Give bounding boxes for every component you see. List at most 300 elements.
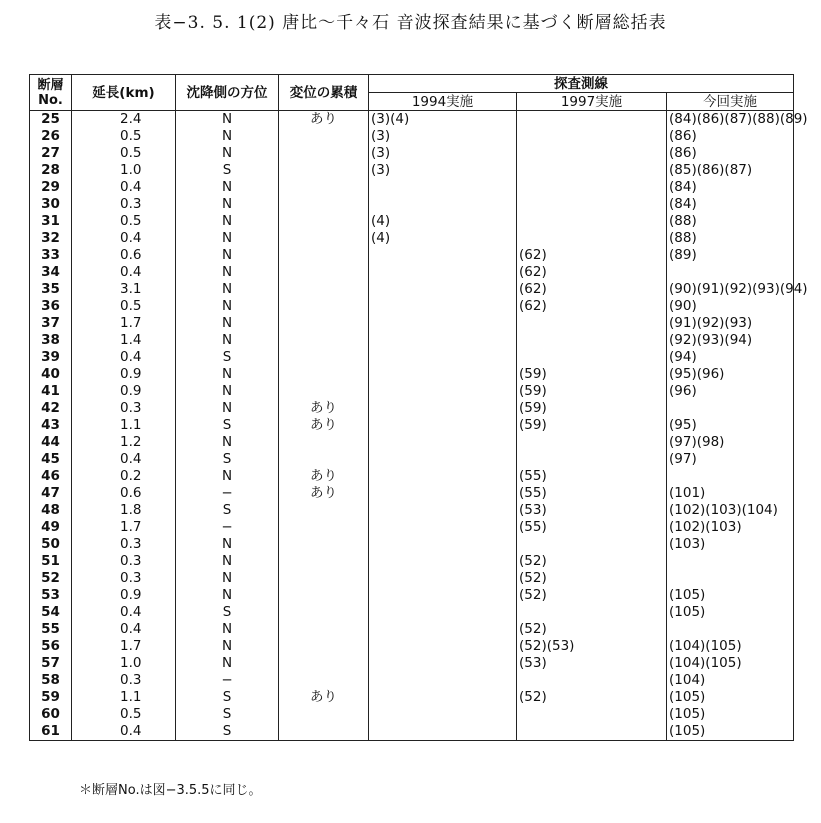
survey-current-cell: (105) <box>667 604 794 621</box>
fault-no-cell: 51 <box>30 553 72 570</box>
table-row <box>30 706 794 723</box>
fault-summary-table <box>29 74 808 741</box>
table-row <box>30 723 794 741</box>
survey-current-cell: (105) <box>667 706 794 723</box>
fault-no-cell: 47 <box>30 485 72 502</box>
survey-current-cell: (86) <box>667 145 794 162</box>
survey-1994-cell <box>369 298 517 315</box>
survey-current-cell: (90)(91)(92)(93)(94) <box>667 281 794 298</box>
accumulation-cell <box>279 145 369 162</box>
table-row <box>30 196 794 213</box>
survey-1997-cell <box>517 213 667 230</box>
survey-1997-cell <box>517 145 667 162</box>
fault-no-cell: 61 <box>30 723 72 741</box>
accumulation-cell <box>279 230 369 247</box>
survey-1994-cell: (3)(4) <box>369 111 517 129</box>
fault-no-cell: 44 <box>30 434 72 451</box>
subsidence-side-cell: S <box>176 689 279 706</box>
header-accumulation: 変位の累積 <box>279 75 369 111</box>
survey-current-cell <box>667 468 794 485</box>
survey-current-cell: (95)(96) <box>667 366 794 383</box>
length-cell: 3.1 <box>72 281 176 298</box>
survey-1997-cell <box>517 332 667 349</box>
fault-no-cell: 59 <box>30 689 72 706</box>
length-cell: 0.9 <box>72 366 176 383</box>
fault-no-cell: 28 <box>30 162 72 179</box>
fault-no-cell: 41 <box>30 383 72 400</box>
fault-no-cell: 30 <box>30 196 72 213</box>
subsidence-side-cell: N <box>176 400 279 417</box>
header-fault-no-line1: 断層 <box>37 77 64 93</box>
length-cell: 0.5 <box>72 706 176 723</box>
table-row <box>30 315 794 332</box>
length-cell: 0.4 <box>72 349 176 366</box>
survey-current-cell: (95) <box>667 417 794 434</box>
table-row <box>30 111 794 129</box>
survey-1994-cell <box>369 638 517 655</box>
table-row <box>30 672 794 689</box>
length-cell: 1.7 <box>72 638 176 655</box>
subsidence-side-cell: N <box>176 128 279 145</box>
subsidence-side-cell: − <box>176 485 279 502</box>
length-cell: 0.4 <box>72 604 176 621</box>
accumulation-cell <box>279 196 369 213</box>
survey-1994-cell <box>369 723 517 741</box>
subsidence-side-cell: N <box>176 366 279 383</box>
survey-1994-cell <box>369 706 517 723</box>
survey-1997-cell <box>517 315 667 332</box>
accumulation-cell <box>279 281 369 298</box>
survey-1997-cell: (52) <box>517 587 667 604</box>
survey-1994-cell <box>369 179 517 196</box>
survey-1994-cell: (4) <box>369 230 517 247</box>
accumulation-cell <box>279 604 369 621</box>
survey-1997-cell: (52) <box>517 553 667 570</box>
survey-current-cell: (97) <box>667 451 794 468</box>
accumulation-cell: あり <box>279 111 369 129</box>
survey-1997-cell <box>517 451 667 468</box>
survey-1997-cell: (59) <box>517 366 667 383</box>
length-cell: 0.3 <box>72 536 176 553</box>
accumulation-cell <box>279 264 369 281</box>
survey-current-cell <box>667 570 794 587</box>
accumulation-cell <box>279 706 369 723</box>
length-cell: 1.8 <box>72 502 176 519</box>
length-cell: 0.4 <box>72 179 176 196</box>
survey-current-cell: (105) <box>667 689 794 706</box>
subsidence-side-cell: S <box>176 706 279 723</box>
survey-1997-cell: (62) <box>517 264 667 281</box>
accumulation-cell <box>279 383 369 400</box>
survey-current-cell: (85)(86)(87) <box>667 162 794 179</box>
survey-1997-cell: (62) <box>517 281 667 298</box>
header-survey-lines: 探査測線 <box>369 75 794 93</box>
accumulation-cell <box>279 570 369 587</box>
table-row <box>30 230 794 247</box>
survey-1994-cell <box>369 689 517 706</box>
survey-current-cell: (103) <box>667 536 794 553</box>
length-cell: 0.4 <box>72 451 176 468</box>
header-fault-no-line2: No. <box>38 92 63 108</box>
survey-1994-cell: (3) <box>369 128 517 145</box>
fault-no-cell: 29 <box>30 179 72 196</box>
survey-1997-cell: (55) <box>517 485 667 502</box>
fault-no-cell: 60 <box>30 706 72 723</box>
survey-current-cell: (84) <box>667 179 794 196</box>
table-row <box>30 417 794 434</box>
length-cell: 1.1 <box>72 417 176 434</box>
footnote: ＊断層No.は図−3.5.5に同じ。 <box>79 783 262 798</box>
accumulation-cell <box>279 179 369 196</box>
subsidence-side-cell: N <box>176 332 279 349</box>
fault-no-cell: 58 <box>30 672 72 689</box>
table-row <box>30 587 794 604</box>
survey-1994-cell <box>369 519 517 536</box>
survey-1994-cell <box>369 604 517 621</box>
survey-current-cell: (84)(86)(87)(88)(89) <box>667 111 794 129</box>
survey-1997-cell <box>517 349 667 366</box>
fault-no-cell: 50 <box>30 536 72 553</box>
fault-no-cell: 27 <box>30 145 72 162</box>
survey-1994-cell <box>369 366 517 383</box>
length-cell: 0.3 <box>72 400 176 417</box>
subsidence-side-cell: N <box>176 570 279 587</box>
subsidence-side-cell: S <box>176 502 279 519</box>
table-row <box>30 179 794 196</box>
fault-no-cell: 38 <box>30 332 72 349</box>
survey-current-cell: (104) <box>667 672 794 689</box>
survey-current-cell: (96) <box>667 383 794 400</box>
table-row <box>30 621 794 638</box>
survey-1994-cell <box>369 468 517 485</box>
table-row <box>30 145 794 162</box>
subsidence-side-cell: − <box>176 519 279 536</box>
table-row <box>30 655 794 672</box>
length-cell: 0.3 <box>72 553 176 570</box>
survey-1997-cell <box>517 723 667 741</box>
accumulation-cell: あり <box>279 468 369 485</box>
subsidence-side-cell: N <box>176 213 279 230</box>
accumulation-cell <box>279 553 369 570</box>
table-row <box>30 536 794 553</box>
fault-no-cell: 46 <box>30 468 72 485</box>
fault-no-cell: 49 <box>30 519 72 536</box>
subsidence-side-cell: S <box>176 162 279 179</box>
accumulation-cell <box>279 723 369 741</box>
survey-current-cell <box>667 264 794 281</box>
fault-no-cell: 35 <box>30 281 72 298</box>
subsidence-side-cell: N <box>176 281 279 298</box>
survey-current-cell: (90) <box>667 298 794 315</box>
survey-1997-cell: (62) <box>517 298 667 315</box>
survey-current-cell: (91)(92)(93) <box>667 315 794 332</box>
survey-current-cell: (104)(105) <box>667 638 794 655</box>
length-cell: 1.2 <box>72 434 176 451</box>
table-row <box>30 468 794 485</box>
survey-1997-cell: (52) <box>517 689 667 706</box>
length-cell: 1.0 <box>72 162 176 179</box>
subsidence-side-cell: N <box>176 621 279 638</box>
subsidence-side-cell: S <box>176 451 279 468</box>
survey-current-cell: (92)(93)(94) <box>667 332 794 349</box>
accumulation-cell <box>279 502 369 519</box>
length-cell: 0.5 <box>72 145 176 162</box>
length-cell: 0.5 <box>72 128 176 145</box>
table-row <box>30 519 794 536</box>
survey-1994-cell: (4) <box>369 213 517 230</box>
survey-current-cell <box>667 400 794 417</box>
survey-1994-cell <box>369 655 517 672</box>
table-row <box>30 213 794 230</box>
table-row <box>30 434 794 451</box>
table-row <box>30 604 794 621</box>
accumulation-cell <box>279 298 369 315</box>
survey-1997-cell: (52)(53) <box>517 638 667 655</box>
subsidence-side-cell: S <box>176 723 279 741</box>
subsidence-side-cell: N <box>176 553 279 570</box>
accumulation-cell: あり <box>279 485 369 502</box>
survey-current-cell: (97)(98) <box>667 434 794 451</box>
header-survey-1994: 1994実施 <box>369 93 517 111</box>
table-row <box>30 128 794 145</box>
header-survey-current: 今回実施 <box>667 93 794 111</box>
fault-no-cell: 42 <box>30 400 72 417</box>
accumulation-cell <box>279 128 369 145</box>
survey-1994-cell <box>369 672 517 689</box>
subsidence-side-cell: N <box>176 179 279 196</box>
fault-no-cell: 56 <box>30 638 72 655</box>
survey-1997-cell: (62) <box>517 247 667 264</box>
length-cell: 0.9 <box>72 587 176 604</box>
accumulation-cell <box>279 349 369 366</box>
length-cell: 1.4 <box>72 332 176 349</box>
length-cell: 0.3 <box>72 672 176 689</box>
fault-no-cell: 31 <box>30 213 72 230</box>
survey-1994-cell <box>369 383 517 400</box>
fault-no-cell: 36 <box>30 298 72 315</box>
length-cell: 0.3 <box>72 570 176 587</box>
survey-1997-cell <box>517 706 667 723</box>
accumulation-cell: あり <box>279 689 369 706</box>
survey-1994-cell <box>369 485 517 502</box>
length-cell: 0.9 <box>72 383 176 400</box>
survey-1997-cell <box>517 128 667 145</box>
table-row <box>30 264 794 281</box>
subsidence-side-cell: N <box>176 247 279 264</box>
fault-no-cell: 52 <box>30 570 72 587</box>
survey-1994-cell <box>369 264 517 281</box>
subsidence-side-cell: N <box>176 587 279 604</box>
accumulation-cell <box>279 434 369 451</box>
header-fault-no <box>30 75 72 111</box>
table-row <box>30 689 794 706</box>
table-row <box>30 162 794 179</box>
accumulation-cell <box>279 162 369 179</box>
survey-1994-cell <box>369 417 517 434</box>
fault-no-cell: 37 <box>30 315 72 332</box>
survey-1994-cell <box>369 400 517 417</box>
survey-1997-cell: (59) <box>517 383 667 400</box>
length-cell: 0.5 <box>72 298 176 315</box>
survey-1997-cell: (53) <box>517 502 667 519</box>
survey-current-cell <box>667 621 794 638</box>
accumulation-cell <box>279 315 369 332</box>
subsidence-side-cell: N <box>176 383 279 400</box>
survey-current-cell: (86) <box>667 128 794 145</box>
accumulation-cell: あり <box>279 400 369 417</box>
survey-current-cell: (88) <box>667 230 794 247</box>
table-body <box>30 111 808 741</box>
length-cell: 0.4 <box>72 264 176 281</box>
survey-current-cell: (101) <box>667 485 794 502</box>
survey-1994-cell <box>369 247 517 264</box>
length-cell: 0.6 <box>72 485 176 502</box>
subsidence-side-cell: N <box>176 145 279 162</box>
survey-current-cell: (104)(105) <box>667 655 794 672</box>
subsidence-side-cell: N <box>176 434 279 451</box>
fault-no-cell: 53 <box>30 587 72 604</box>
survey-current-cell: (105) <box>667 587 794 604</box>
accumulation-cell <box>279 213 369 230</box>
length-cell: 0.4 <box>72 621 176 638</box>
accumulation-cell: あり <box>279 417 369 434</box>
subsidence-side-cell: N <box>176 655 279 672</box>
survey-1994-cell <box>369 502 517 519</box>
header-length: 延長(km) <box>72 75 176 111</box>
table-row <box>30 451 794 468</box>
subsidence-side-cell: N <box>176 196 279 213</box>
table-row <box>30 298 794 315</box>
subsidence-side-cell: N <box>176 298 279 315</box>
table-row <box>30 247 794 264</box>
accumulation-cell <box>279 638 369 655</box>
survey-1997-cell: (52) <box>517 570 667 587</box>
survey-1994-cell <box>369 349 517 366</box>
survey-1994-cell <box>369 570 517 587</box>
fault-no-cell: 55 <box>30 621 72 638</box>
accumulation-cell <box>279 655 369 672</box>
length-cell: 0.4 <box>72 723 176 741</box>
survey-1994-cell <box>369 621 517 638</box>
survey-1997-cell <box>517 536 667 553</box>
subsidence-side-cell: N <box>176 264 279 281</box>
fault-no-cell: 45 <box>30 451 72 468</box>
survey-1997-cell <box>517 604 667 621</box>
survey-current-cell: (94) <box>667 349 794 366</box>
length-cell: 0.2 <box>72 468 176 485</box>
accumulation-cell <box>279 621 369 638</box>
survey-1997-cell <box>517 196 667 213</box>
length-cell: 0.6 <box>72 247 176 264</box>
survey-current-cell: (89) <box>667 247 794 264</box>
fault-no-cell: 25 <box>30 111 72 129</box>
fault-no-cell: 34 <box>30 264 72 281</box>
length-cell: 1.0 <box>72 655 176 672</box>
table-row <box>30 485 794 502</box>
fault-no-cell: 40 <box>30 366 72 383</box>
survey-current-cell <box>667 553 794 570</box>
survey-1997-cell <box>517 111 667 129</box>
survey-1997-cell: (55) <box>517 468 667 485</box>
survey-1997-cell: (52) <box>517 621 667 638</box>
subsidence-side-cell: N <box>176 230 279 247</box>
survey-1994-cell <box>369 281 517 298</box>
length-cell: 0.3 <box>72 196 176 213</box>
accumulation-cell <box>279 519 369 536</box>
header-survey-1997: 1997実施 <box>517 93 667 111</box>
fault-no-cell: 33 <box>30 247 72 264</box>
table-row <box>30 553 794 570</box>
fault-no-cell: 39 <box>30 349 72 366</box>
survey-1994-cell <box>369 536 517 553</box>
survey-1994-cell <box>369 332 517 349</box>
accumulation-cell <box>279 332 369 349</box>
accumulation-cell <box>279 451 369 468</box>
subsidence-side-cell: S <box>176 417 279 434</box>
table-row <box>30 383 794 400</box>
accumulation-cell <box>279 672 369 689</box>
survey-1994-cell <box>369 196 517 213</box>
table-row <box>30 502 794 519</box>
survey-1994-cell: (3) <box>369 145 517 162</box>
survey-current-cell: (102)(103)(104) <box>667 502 794 519</box>
survey-1994-cell <box>369 587 517 604</box>
survey-1994-cell: (3) <box>369 162 517 179</box>
subsidence-side-cell: N <box>176 111 279 129</box>
survey-1994-cell <box>369 451 517 468</box>
subsidence-side-cell: N <box>176 536 279 553</box>
table-title: 表−3. 5. 1(2) 唐比〜千々石 音波探査結果に基づく断層総括表 <box>154 13 667 33</box>
fault-no-cell: 43 <box>30 417 72 434</box>
table-row <box>30 332 794 349</box>
table-row <box>30 570 794 587</box>
table-row <box>30 349 794 366</box>
survey-1997-cell <box>517 230 667 247</box>
survey-current-cell: (105) <box>667 723 794 741</box>
accumulation-cell <box>279 247 369 264</box>
table-row <box>30 400 794 417</box>
accumulation-cell <box>279 587 369 604</box>
survey-current-cell: (88) <box>667 213 794 230</box>
fault-no-cell: 57 <box>30 655 72 672</box>
survey-1997-cell: (59) <box>517 400 667 417</box>
survey-1997-cell <box>517 434 667 451</box>
survey-1997-cell: (53) <box>517 655 667 672</box>
accumulation-cell <box>279 366 369 383</box>
subsidence-side-cell: S <box>176 604 279 621</box>
accumulation-cell <box>279 536 369 553</box>
subsidence-side-cell: − <box>176 672 279 689</box>
fault-no-cell: 26 <box>30 128 72 145</box>
table-row <box>30 638 794 655</box>
survey-1994-cell <box>369 315 517 332</box>
length-cell: 0.5 <box>72 213 176 230</box>
length-cell: 1.7 <box>72 315 176 332</box>
fault-no-cell: 48 <box>30 502 72 519</box>
survey-1997-cell: (55) <box>517 519 667 536</box>
survey-current-cell: (84) <box>667 196 794 213</box>
fault-no-cell: 54 <box>30 604 72 621</box>
length-cell: 1.7 <box>72 519 176 536</box>
length-cell: 2.4 <box>72 111 176 129</box>
length-cell: 1.1 <box>72 689 176 706</box>
survey-1997-cell: (59) <box>517 417 667 434</box>
table-row <box>30 281 794 298</box>
subsidence-side-cell: S <box>176 349 279 366</box>
survey-current-cell: (102)(103) <box>667 519 794 536</box>
subsidence-side-cell: N <box>176 315 279 332</box>
fault-no-cell: 32 <box>30 230 72 247</box>
